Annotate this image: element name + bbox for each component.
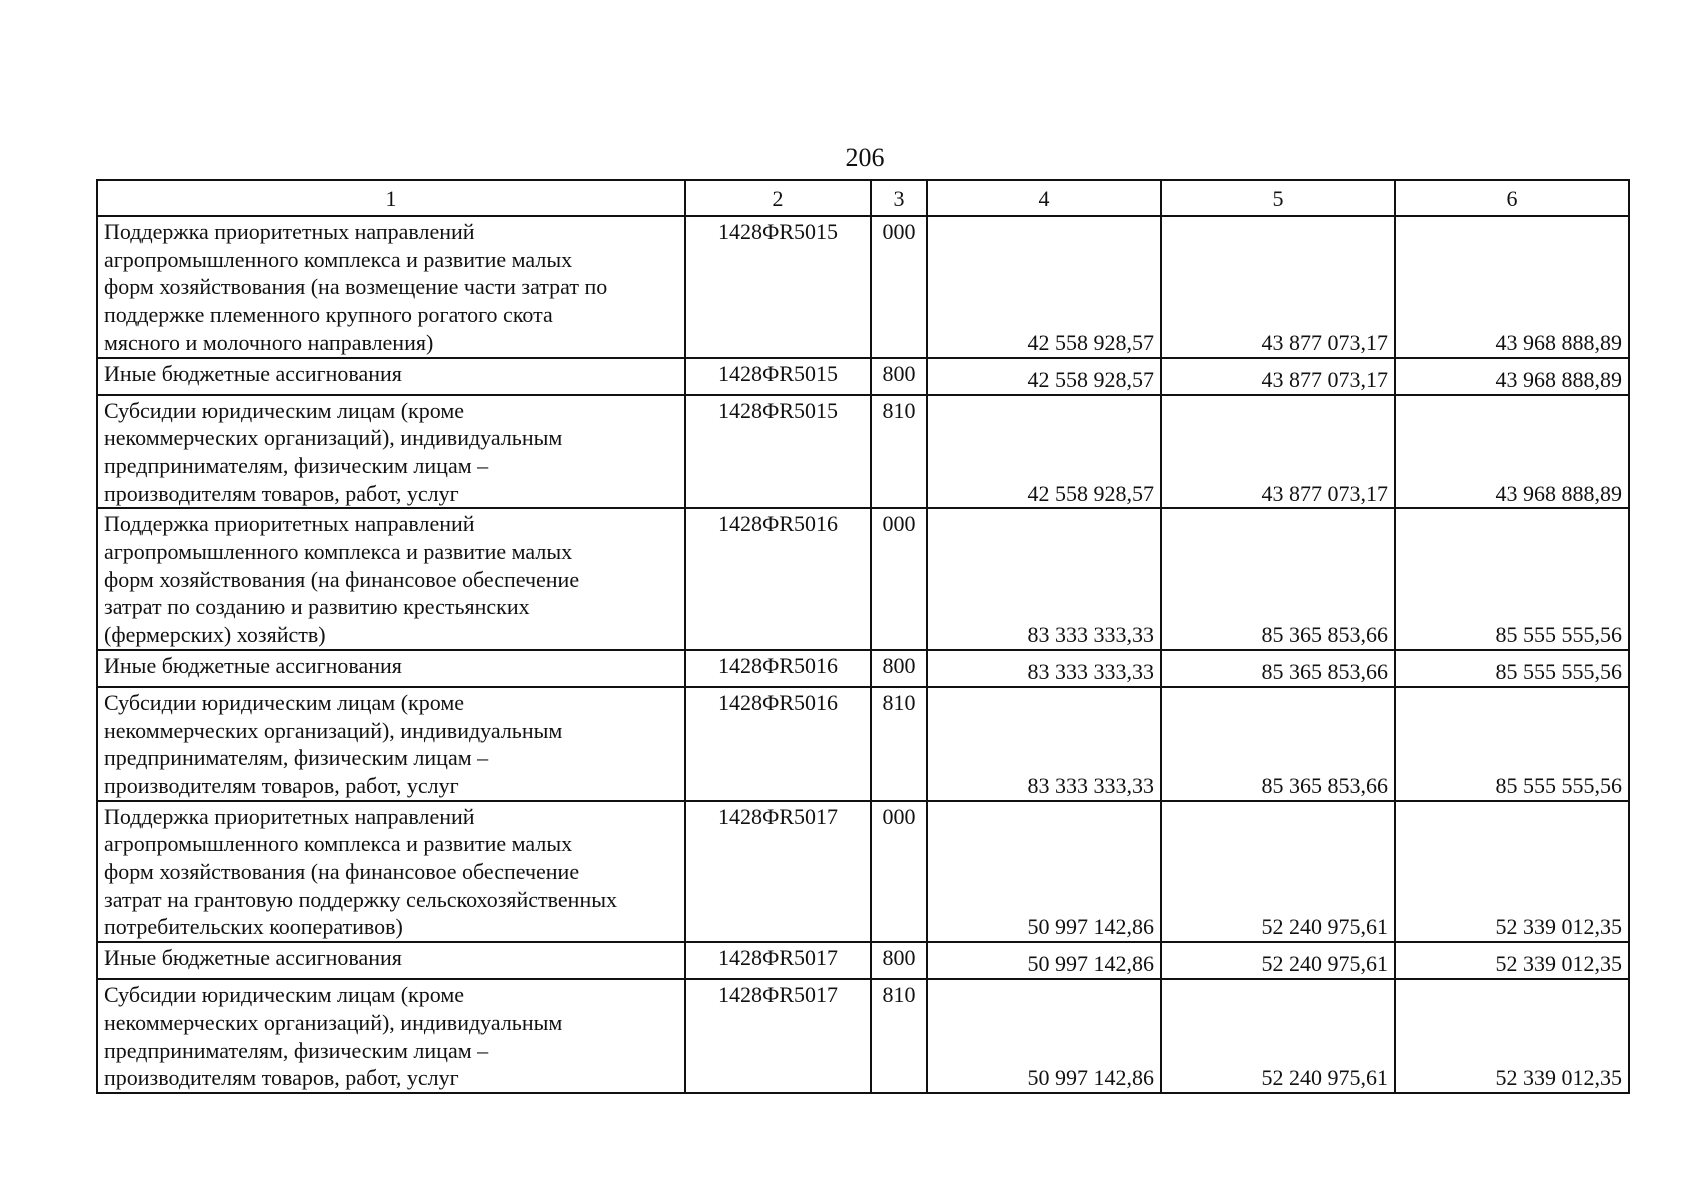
row-amount-4: 50 997 142,86: [927, 942, 1161, 979]
row-code: 1428ФR5017: [685, 979, 871, 1093]
table-row: [97, 395, 1629, 509]
row-name: Иные бюджетные ассигнования: [97, 942, 685, 979]
row-code: 1428ФR5017: [685, 942, 871, 979]
header-col-5: 5: [1161, 180, 1395, 216]
row-amount-6: 85 555 555,56: [1395, 508, 1629, 650]
row-code: 1428ФR5015: [685, 358, 871, 395]
row-code: 1428ФR5015: [685, 216, 871, 358]
row-type: 000: [871, 508, 927, 650]
header-col-3: 3: [871, 180, 927, 216]
row-amount-4: 42 558 928,57: [927, 395, 1161, 509]
row-amount-6: 43 968 888,89: [1395, 358, 1629, 395]
row-type: 800: [871, 650, 927, 687]
header-col-6: 6: [1395, 180, 1629, 216]
row-amount-6: 52 339 012,35: [1395, 801, 1629, 943]
table-row: [97, 508, 1629, 650]
row-amount-6: 85 555 555,56: [1395, 687, 1629, 801]
row-type: 810: [871, 687, 927, 801]
row-amount-6: 52 339 012,35: [1395, 942, 1629, 979]
row-code: 1428ФR5015: [685, 395, 871, 509]
row-amount-4: 50 997 142,86: [927, 979, 1161, 1093]
row-amount-4: 42 558 928,57: [927, 358, 1161, 395]
header-col-4: 4: [927, 180, 1161, 216]
row-type: 800: [871, 358, 927, 395]
budget-table: [96, 179, 1630, 1094]
row-amount-5: 52 240 975,61: [1161, 979, 1395, 1093]
row-amount-5: 52 240 975,61: [1161, 801, 1395, 943]
table-row: [97, 942, 1629, 979]
table-row: [97, 216, 1629, 358]
row-name: Поддержка приоритетных направлений агропромышленного комплекса и развитие малых форм хозяйствования (на финансовое обеспечение затрат на грантовую поддержку сельскохозяйственных потребительских кооперативов): [97, 801, 685, 943]
row-amount-5: 52 240 975,61: [1161, 942, 1395, 979]
table-row: [97, 687, 1629, 801]
row-code: 1428ФR5016: [685, 508, 871, 650]
row-name: Субсидии юридическим лицам (кроме некоммерческих организаций), индивидуальным предпринимателям, физическим лицам – производителям товаров, работ, услуг: [97, 395, 685, 509]
header-col-2: 2: [685, 180, 871, 216]
row-name: Поддержка приоритетных направлений агропромышленного комплекса и развитие малых форм хозяйствования (на возмещение части затрат по поддержке племенного крупного рогатого скота мясного и молочного направления): [97, 216, 685, 358]
table-row: [97, 801, 1629, 943]
row-amount-6: 43 968 888,89: [1395, 395, 1629, 509]
row-amount-6: 43 968 888,89: [1395, 216, 1629, 358]
table-row: [97, 358, 1629, 395]
row-amount-4: 42 558 928,57: [927, 216, 1161, 358]
row-amount-5: 43 877 073,17: [1161, 358, 1395, 395]
table-header-row: [97, 180, 1629, 216]
row-name: Иные бюджетные ассигнования: [97, 358, 685, 395]
table-row: [97, 979, 1629, 1093]
row-name: Иные бюджетные ассигнования: [97, 650, 685, 687]
row-type: 810: [871, 395, 927, 509]
row-type: 000: [871, 801, 927, 943]
row-amount-6: 85 555 555,56: [1395, 650, 1629, 687]
row-type: 800: [871, 942, 927, 979]
row-type: 000: [871, 216, 927, 358]
table-row: [97, 650, 1629, 687]
header-col-1: 1: [97, 180, 685, 216]
row-amount-5: 43 877 073,17: [1161, 395, 1395, 509]
row-code: 1428ФR5017: [685, 801, 871, 943]
row-code: 1428ФR5016: [685, 650, 871, 687]
row-amount-5: 85 365 853,66: [1161, 650, 1395, 687]
row-amount-4: 83 333 333,33: [927, 650, 1161, 687]
page-number: 206: [845, 143, 885, 172]
row-name: Субсидии юридическим лицам (кроме некоммерческих организаций), индивидуальным предпринимателям, физическим лицам – производителям товаров, работ, услуг: [97, 687, 685, 801]
row-name: Субсидии юридическим лицам (кроме некоммерческих организаций), индивидуальным предпринимателям, физическим лицам – производителям товаров, работ, услуг: [97, 979, 685, 1093]
row-amount-4: 83 333 333,33: [927, 508, 1161, 650]
row-amount-4: 50 997 142,86: [927, 801, 1161, 943]
row-code: 1428ФR5016: [685, 687, 871, 801]
row-amount-5: 85 365 853,66: [1161, 508, 1395, 650]
row-name: Поддержка приоритетных направлений агропромышленного комплекса и развитие малых форм хозяйствования (на финансовое обеспечение затрат по созданию и развитию крестьянских (фермерских) хозяйств): [97, 508, 685, 650]
row-amount-6: 52 339 012,35: [1395, 979, 1629, 1093]
row-amount-4: 83 333 333,33: [927, 687, 1161, 801]
row-amount-5: 85 365 853,66: [1161, 687, 1395, 801]
row-type: 810: [871, 979, 927, 1093]
row-amount-5: 43 877 073,17: [1161, 216, 1395, 358]
